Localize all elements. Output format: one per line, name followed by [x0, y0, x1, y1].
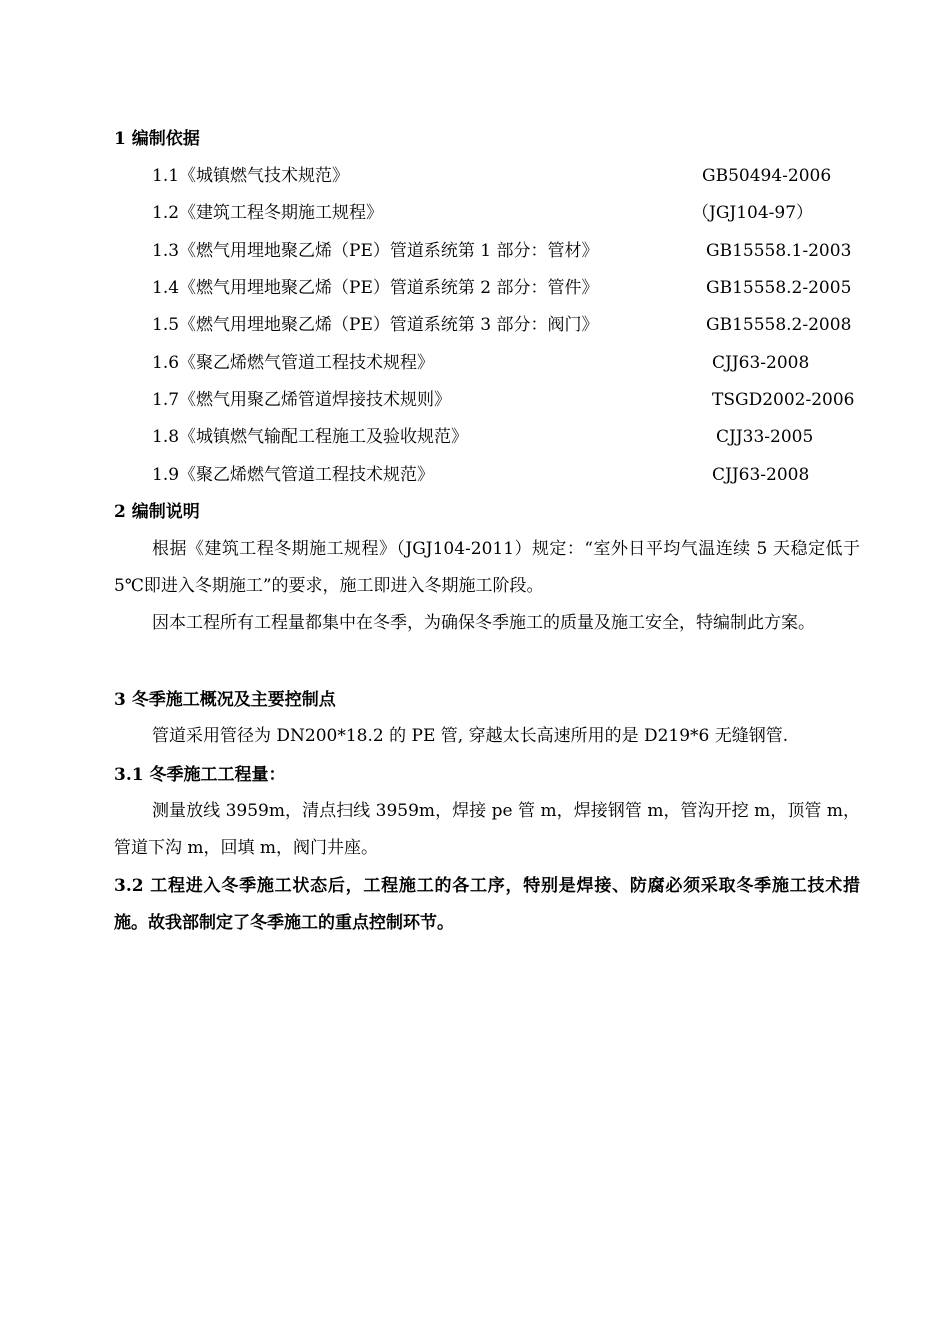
section-2-paragraph-1: 根据《建筑工程冬期施工规程》（JGJ104-2011）规定：“室外日平均气温连续 5 天稳定低于 5℃即进入冬期施工”的要求，施工即进入冬期施工阶段。 [114, 539, 860, 596]
reference-title: 1.9《聚乙烯燃气管道工程技术规范》 [152, 465, 435, 485]
reference-item [152, 313, 872, 337]
reference-code: GB15558.2-2008 [706, 315, 852, 335]
reference-code: TSGD2002-2006 [712, 390, 855, 410]
reference-item [152, 463, 872, 487]
reference-title: 1.3《燃气用埋地聚乙烯（PE）管道系统第 1 部分：管材》 [152, 241, 599, 261]
reference-title: 1.8《城镇燃气输配工程施工及验收规范》 [152, 427, 469, 447]
reference-item [152, 351, 872, 375]
reference-item [152, 388, 872, 412]
reference-code: （JGJ104-97） [692, 203, 814, 223]
reference-code: GB50494-2006 [702, 166, 832, 186]
section-3-heading: 3 冬季施工概况及主要控制点 [114, 690, 336, 710]
section-3-paragraph-1: 管道采用管径为 DN200*18.2 的 PE 管, 穿越太长高速所用的是 D219*6 无缝钢管. [152, 726, 789, 746]
reference-code: CJJ63-2008 [712, 465, 810, 485]
reference-code: CJJ63-2008 [712, 353, 810, 373]
reference-title: 1.6《聚乙烯燃气管道工程技术规程》 [152, 353, 435, 373]
subsection-3-1-paragraph: 测量放线 3959m，清点扫线 3959m，焊接 pe 管 m，焊接钢管 m，管沟开挖 m，顶管 m，管道下沟 m，回填 m，阀门井座。 [114, 801, 860, 858]
subsection-3-1-heading: 3.1 冬季施工工程量： [114, 765, 286, 785]
reference-item [152, 276, 872, 300]
subsection-3-2-paragraph: 3.2 工程进入冬季施工状态后，工程施工的各工序，特别是焊接、防腐必须采取冬季施工技术措施。故我部制定了冬季施工的重点控制环节。 [114, 876, 860, 933]
reference-code: GB15558.1-2003 [706, 241, 852, 261]
reference-title: 1.4《燃气用埋地聚乙烯（PE）管道系统第 2 部分：管件》 [152, 278, 599, 298]
reference-title: 1.2《建筑工程冬期施工规程》 [152, 203, 384, 223]
section-1-heading: 1 编制依据 [114, 129, 200, 149]
reference-item [152, 164, 872, 188]
reference-item [152, 425, 872, 449]
reference-title: 1.7《燃气用聚乙烯管道焊接技术规则》 [152, 390, 452, 410]
section-2-heading: 2 编制说明 [114, 502, 200, 522]
reference-code: GB15558.2-2005 [706, 278, 852, 298]
reference-title: 1.5《燃气用埋地聚乙烯（PE）管道系统第 3 部分：阀门》 [152, 315, 599, 335]
reference-code: CJJ33-2005 [716, 427, 814, 447]
reference-title: 1.1《城镇燃气技术规范》 [152, 166, 350, 186]
reference-item [152, 201, 872, 225]
reference-item [152, 239, 872, 263]
section-2-paragraph-2: 因本工程所有工程量都集中在冬季，为确保冬季施工的质量及施工安全，特编制此方案。 [152, 613, 815, 633]
